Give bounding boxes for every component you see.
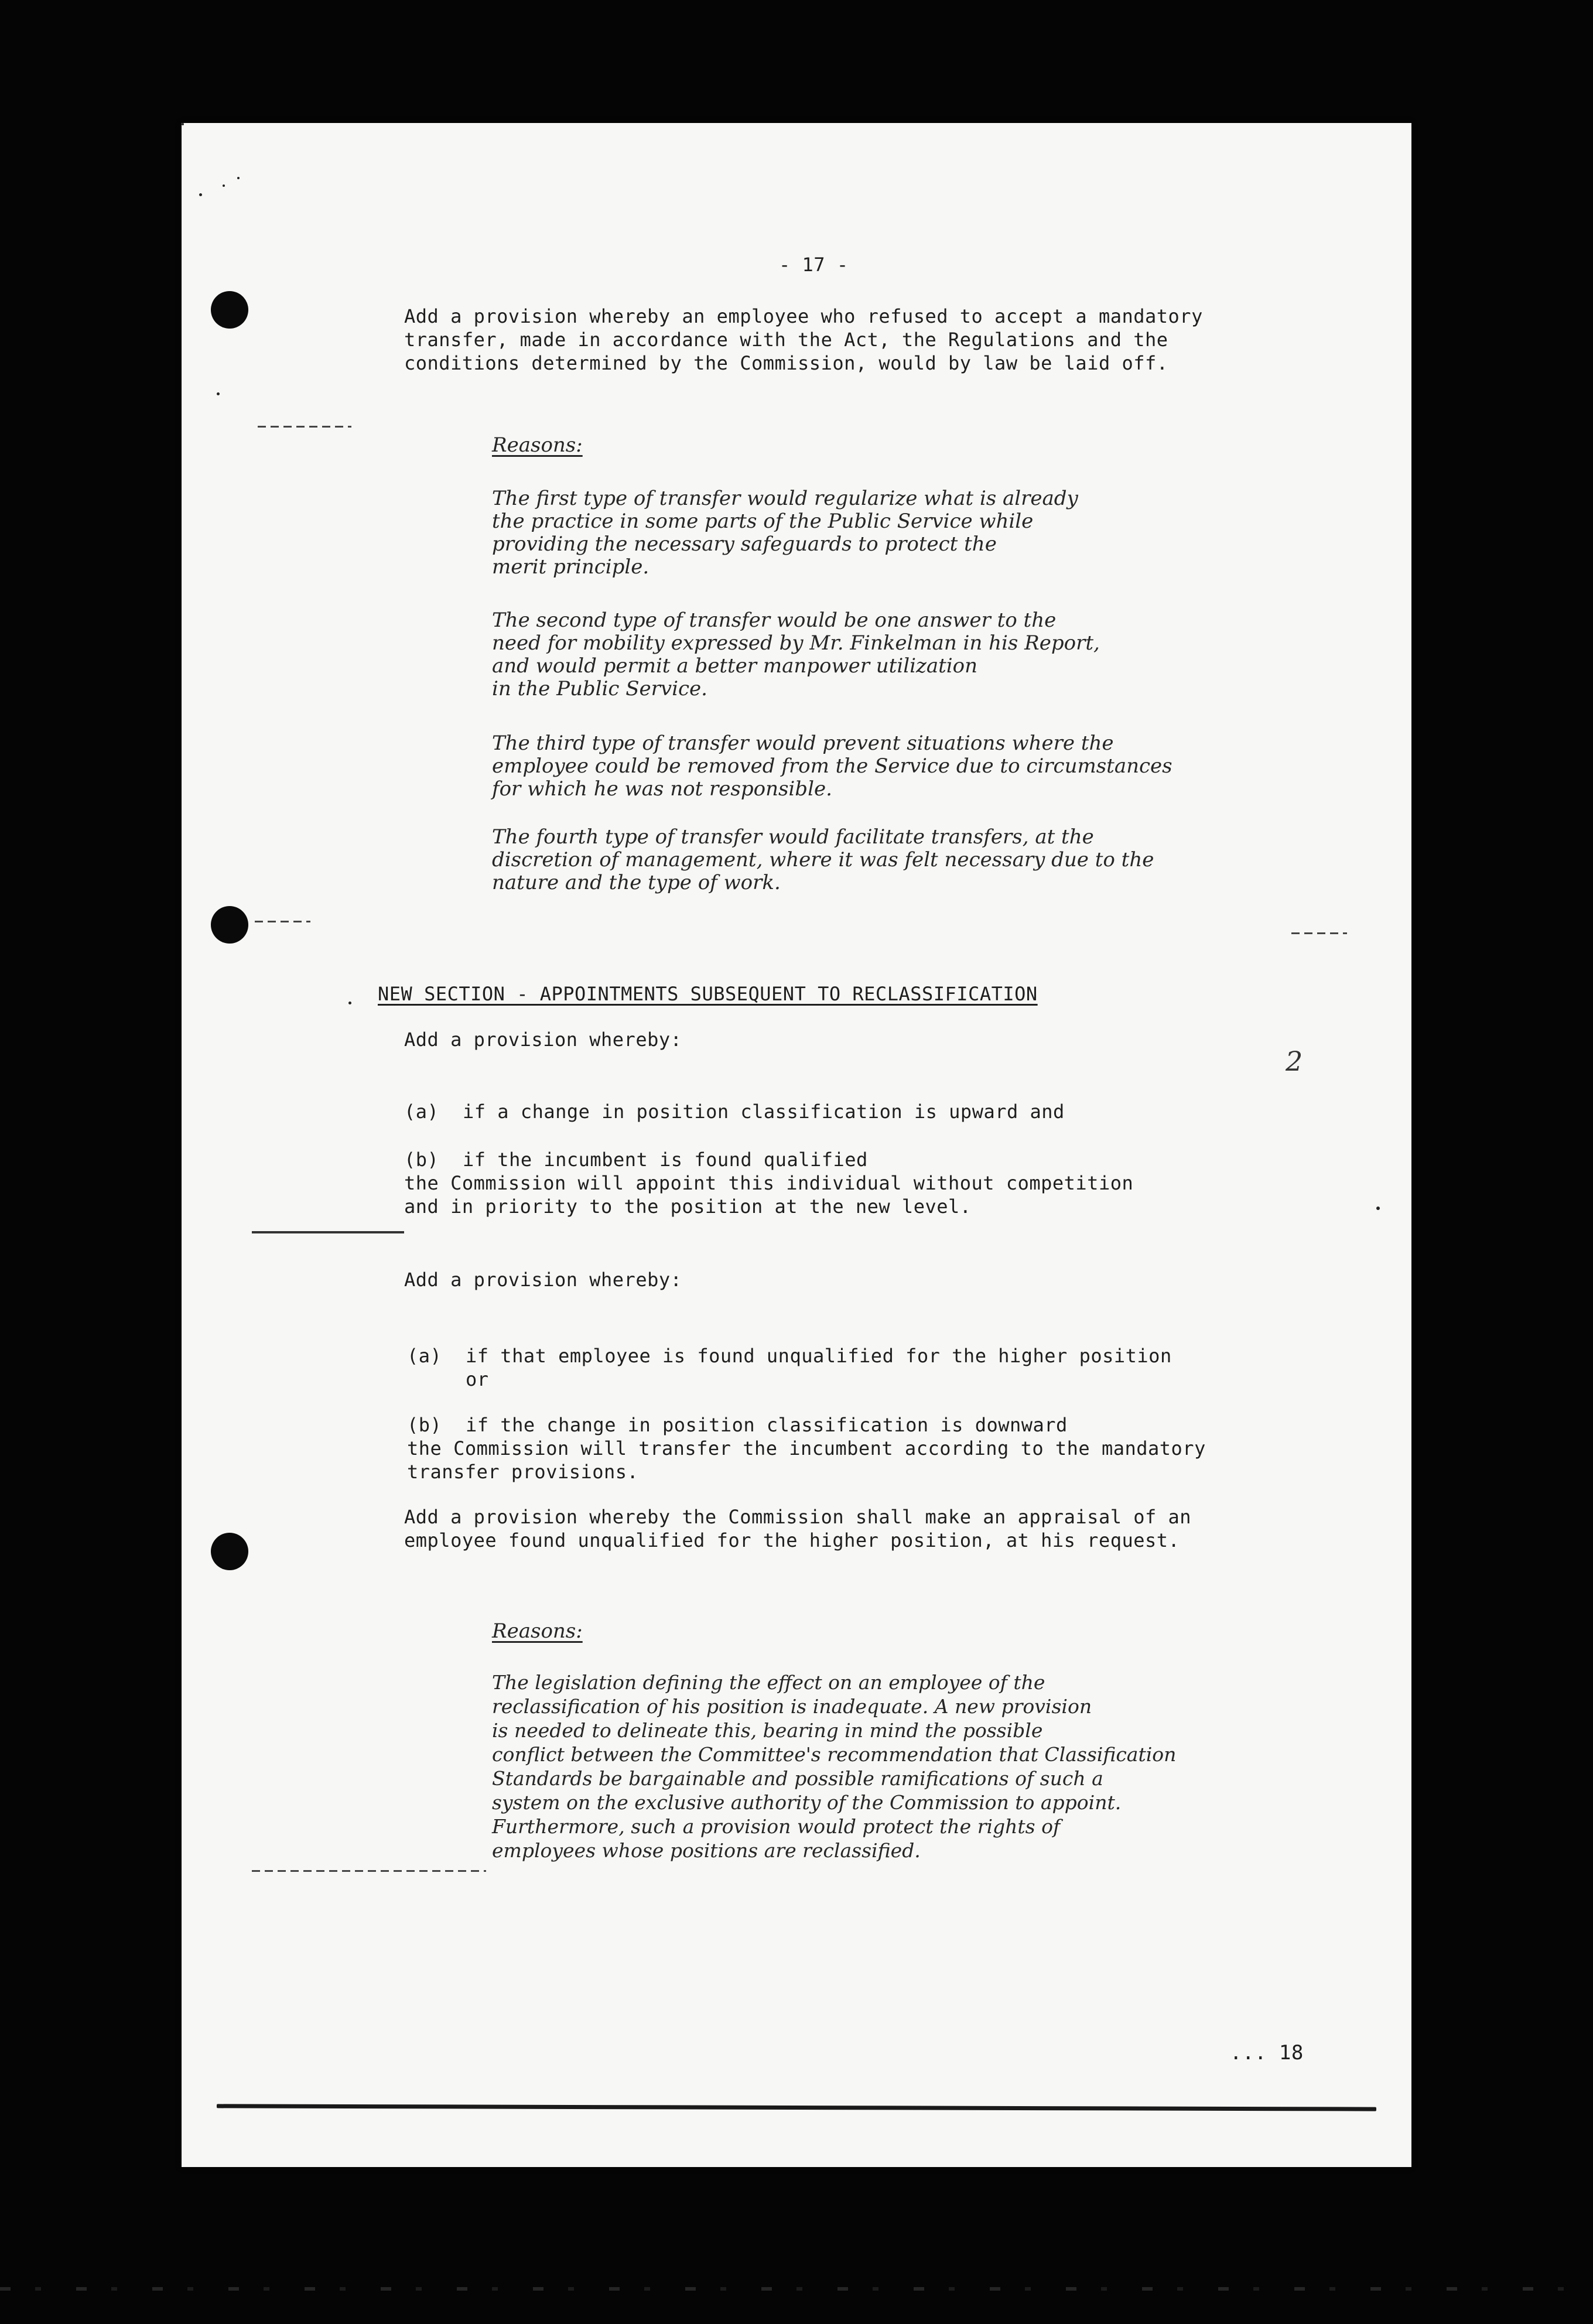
punch-hole-middle: [211, 906, 248, 944]
provision-1-result: the Commission will appoint this individual without competition and in priority to the position at the new level.: [404, 1172, 1134, 1218]
provision-intro: Add a provision whereby:: [404, 1269, 682, 1291]
document-page: [182, 123, 1411, 2167]
speck: [223, 184, 225, 187]
item-label: (a): [404, 1101, 439, 1123]
reasons-label: Reasons:: [492, 1619, 583, 1643]
item-text: if the incumbent is found qualified: [463, 1149, 868, 1171]
margin-mark: 2: [1286, 1045, 1303, 1077]
punch-hole-bottom: [211, 1533, 248, 1570]
speck: [237, 177, 240, 179]
reason-fourth-transfer: The fourth type of transfer would facilitate transfers, at the discretion of management, where it was felt necessary due to the nature and the type of work.: [492, 825, 1154, 894]
item-label: (b): [407, 1414, 442, 1436]
item-text: if the change in position classification is downward: [466, 1414, 1068, 1436]
stray-dashed-line: [252, 1870, 486, 1872]
speck: [199, 193, 202, 196]
bottom-rule: [217, 2104, 1376, 2111]
page-number: - 17 -: [779, 254, 849, 276]
reason-first-transfer: The first type of transfer would regularize what is already the practice in some parts of the Public Service while providing the necessary safeguards to protect the merit principle.: [492, 487, 1078, 579]
speck: [217, 392, 220, 395]
section-heading: NEW SECTION - APPOINTMENTS SUBSEQUENT TO RECLASSIFICATION: [378, 983, 1038, 1005]
provision-appraisal: Add a provision whereby the Commission shall make an appraisal of an employee found unqualified for the higher position, at his request.: [404, 1506, 1192, 1551]
item-label: (a): [407, 1345, 442, 1367]
stray-underline: [252, 1231, 404, 1233]
scan-noise-bottom: [0, 2287, 1593, 2291]
reason-reclassification: The legislation defining the effect on an employee of the reclassification of his position is inadequate. A new provision is needed to delineate this, bearing in mind the possible conflict between the Committee's recommendation that Classification Standards be bargainable and possible ramifications of such a system on the exclusive authority of the Commission to appoint. Furthermore, such a provision would protect the rights of employees whose positions are reclassified.: [492, 1671, 1177, 1862]
speck: [1376, 1207, 1380, 1210]
stray-dashed-line: [255, 921, 310, 922]
reason-second-transfer: The second type of transfer would be one answer to the need for mobility expressed by Mr. Finkelman in his Report, and would permit a better manpower utilization in the Public Service.: [492, 609, 1100, 700]
item-text: if a change in position classification is upward and: [463, 1101, 1065, 1123]
stray-dashed-line: [1291, 932, 1347, 934]
stray-dashed-line: [258, 426, 351, 428]
reasons-label: Reasons:: [492, 433, 583, 457]
speck: [348, 1002, 351, 1004]
paragraph-mandatory-transfer: Add a provision whereby an employee who refused to accept a mandatory transfer, made in accordance with the Act, the Regulations and the conditions determined by the Commission, would by law be laid off.: [404, 305, 1203, 374]
punch-hole-top: [211, 291, 248, 329]
provision-intro: Add a provision whereby:: [404, 1028, 682, 1051]
speck: [182, 123, 184, 125]
provision-2-result: the Commission will transfer the incumbent according to the mandatory transfer provisions.: [407, 1437, 1206, 1483]
item-label: (b): [404, 1149, 439, 1171]
reason-third-transfer: The third type of transfer would prevent situations where the employee could be removed from the Service due to circumstances for which he was not responsible.: [492, 732, 1172, 801]
continuation-marker: ... 18: [1230, 2041, 1304, 2065]
item-text: if that employee is found unqualified for the higher position or: [466, 1345, 1172, 1390]
